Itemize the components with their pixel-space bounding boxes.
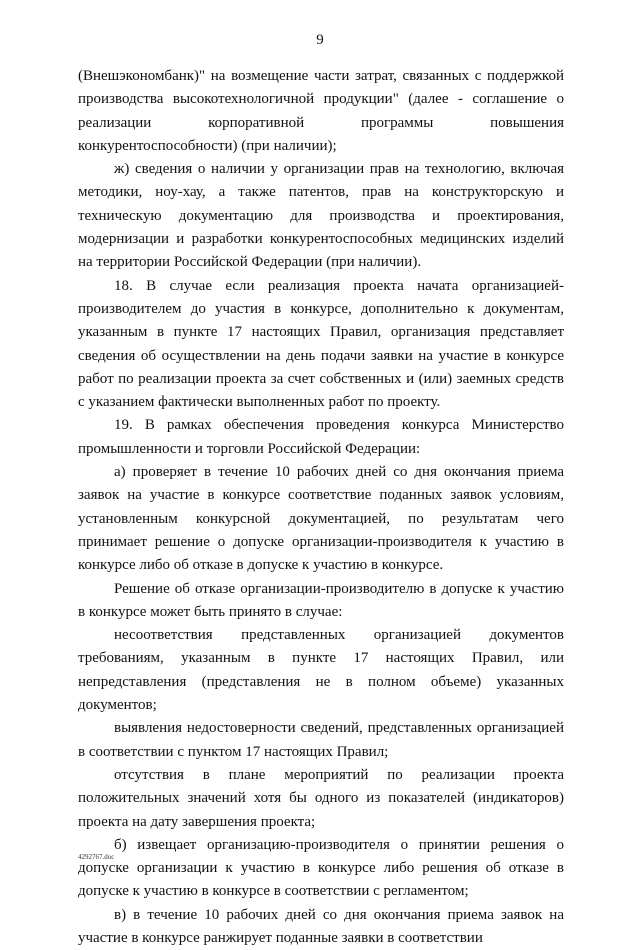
- body-text: [78, 65, 564, 950]
- paragraph: ж) сведения о наличии у организации прав на технологию, включая методики, ноу-хау, а также патентов, прав на конструкторскую и техническую документацию для производства и проектирования, модернизации и разработки конкурентоспособных медицинских изделий на территории Российской Федерации (при наличии).: [78, 161, 564, 271]
- footer-filename: 4292767.doc: [78, 853, 115, 861]
- paragraph: отсутствия в плане мероприятий по реализации проекта положительных значений хотя бы одного из показателей (индикаторов) проекта на дату завершения проекта;: [78, 766, 564, 830]
- paragraph: 18. В случае если реализация проекта начата организацией-производителем до участия в конкурсе, дополнительно к документам, указанным в пункте 17 настоящих Правил, организация представляет сведения об осуществлении на день подачи заявки на участие в конкурсе работ по реализации проекта за счет собственных и (или) заемных средств с указанием фактически выполненных работ по проекту.: [78, 277, 564, 411]
- paragraph: Решение об отказе организации-производителю в допуске к участию в конкурсе может быть принято в случае:: [78, 580, 564, 620]
- paragraph: в) в течение 10 рабочих дней со дня окончания приема заявок на участие в конкурсе ранжирует поданные заявки в соответствии: [78, 906, 564, 946]
- paragraph: несоответствия представленных организацией документов требованиям, указанным в пункте 17 настоящих Правил, или непредставления (представления не в полном объеме) указанных документов;: [78, 627, 564, 714]
- paragraph: 19. В рамках обеспечения проведения конкурса Министерство промышленности и торговли Российской Федерации:: [78, 417, 564, 457]
- paragraph: (Внешэкономбанк)" на возмещение части затрат, связанных с поддержкой производства высокотехнологичной продукции" (далее - соглашение о реализации корпоративной программы повышения конкурентоспособности) (при наличии);: [78, 68, 564, 154]
- paragraph: б) извещает организацию-производителя о принятии решения о допуске организации к участию в конкурсе либо решения об отказе в допуске к участию в конкурсе в соответствии с регламентом;: [78, 836, 564, 900]
- paragraph: выявления недостоверности сведений, представленных организацией в соответствии с пунктом 17 настоящих Правил;: [78, 720, 564, 760]
- paragraph: а) проверяет в течение 10 рабочих дней со дня окончания приема заявок на участие в конкурсе соответствие поданных заявок условиям, установленным конкурсной документацией, по результатам чего принимает решение о допуске организации-производителя к участию в конкурсе либо об отказе в допуске к участию в конкурсе.: [78, 464, 564, 574]
- page-number: 9: [316, 32, 324, 48]
